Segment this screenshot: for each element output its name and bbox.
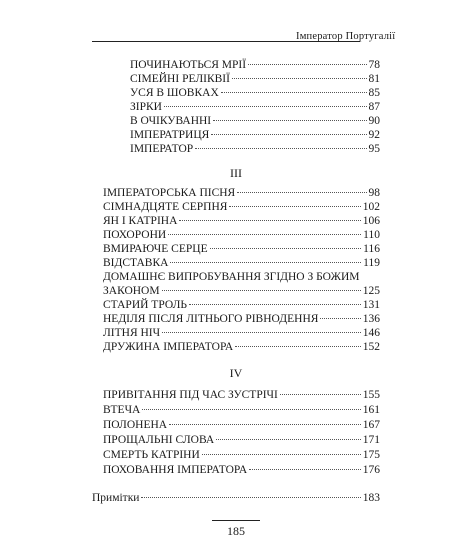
page-number: 106: [362, 215, 380, 227]
entry-title: СТАРИЙ ТРОЛЬ: [103, 299, 188, 311]
page-number: 116: [363, 243, 380, 255]
dot-leader: [162, 332, 361, 333]
toc-entry[interactable]: [103, 242, 380, 256]
entry-title: ІМПЕРАТОР: [130, 143, 194, 155]
dot-leader: [232, 78, 367, 79]
entry-title-line-two: ЗАКОНОМ: [103, 285, 160, 297]
toc-entry[interactable]: [103, 448, 380, 462]
page-number: 161: [362, 404, 380, 416]
toc-entry[interactable]: [103, 388, 380, 402]
dot-leader: [221, 92, 367, 93]
toc-entry[interactable]: [103, 340, 380, 354]
toc-entry[interactable]: [103, 403, 380, 417]
toc-entry[interactable]: [103, 214, 380, 228]
entry-title: ПОХОРОНИ: [103, 229, 167, 241]
entry-title: ВМИРАЮЧЕ СЕРЦЕ: [103, 243, 208, 255]
dot-leader: [141, 497, 360, 498]
page-number: 155: [362, 389, 380, 401]
dot-leader: [142, 409, 360, 410]
dot-leader: [164, 106, 367, 107]
page-folio: 185: [227, 524, 245, 538]
toc-entry[interactable]: [130, 142, 380, 156]
entry-title: ЗІРКИ: [130, 101, 162, 113]
dot-leader: [249, 469, 361, 470]
page-number: 167: [362, 419, 380, 431]
toc-entry[interactable]: [103, 326, 380, 340]
toc-entry[interactable]: [103, 284, 380, 298]
toc-entry[interactable]: [103, 228, 380, 242]
toc-entry[interactable]: [103, 312, 380, 326]
page-number: 81: [368, 73, 380, 85]
dot-leader: [195, 148, 366, 149]
dot-leader: [235, 346, 361, 347]
toc-entry[interactable]: [130, 72, 380, 86]
entry-title: ПОЧИНАЮТЬСЯ МРІЇ: [130, 59, 247, 71]
entry-title: ПРОЩАЛЬНІ СЛОВА: [103, 434, 215, 446]
page-number: 131: [362, 299, 380, 311]
toc-entry[interactable]: [130, 86, 380, 100]
entry-title: СІМЕЙНІ РЕЛІКВІЇ: [130, 73, 230, 85]
page-number: 92: [368, 129, 380, 141]
toc-entry[interactable]: [130, 100, 380, 114]
dot-leader: [162, 290, 361, 291]
footer-rule: [212, 520, 260, 521]
page-number: 119: [363, 257, 380, 269]
dot-leader: [248, 64, 366, 65]
dot-leader: [237, 192, 366, 193]
dot-leader: [229, 206, 360, 207]
toc-entry[interactable]: [103, 186, 380, 200]
entry-title: ДРУЖИНА ІМПЕРАТОРА: [103, 341, 234, 353]
entry-title: НЕДІЛЯ ПІСЛЯ ЛІТНЬОГО РІВНОДЕННЯ: [103, 313, 319, 325]
toc-entry[interactable]: [103, 433, 380, 447]
dot-leader: [179, 220, 360, 221]
page-number: 78: [368, 59, 380, 71]
toc-entry[interactable]: [130, 128, 380, 142]
toc-entry-notes[interactable]: [92, 491, 380, 505]
entry-title: В ОЧІКУВАННІ: [130, 115, 212, 127]
page-number: 152: [362, 341, 380, 353]
page-number: 176: [362, 464, 380, 476]
toc-entry[interactable]: [130, 58, 380, 72]
page-number: 87: [368, 101, 380, 113]
running-title: Імператор Португалії: [296, 31, 396, 42]
page-number: 136: [362, 313, 380, 325]
toc-entry[interactable]: [103, 256, 380, 270]
part-numeral-three: III: [230, 166, 242, 180]
page-number: 102: [362, 201, 380, 213]
dot-leader: [202, 454, 361, 455]
page-number: 125: [362, 285, 380, 297]
dot-leader: [210, 248, 362, 249]
dot-leader: [211, 134, 366, 135]
entry-title: ЯН І КАТРІНА: [103, 215, 178, 227]
entry-title: УСЯ В ШОВКАХ: [130, 87, 219, 99]
entry-title: Примітки: [92, 492, 140, 504]
entry-title: ІМПЕРАТРИЦЯ: [130, 129, 210, 141]
dot-leader: [169, 424, 361, 425]
page-number: 98: [368, 187, 380, 199]
page-number: 85: [368, 87, 380, 99]
page-number: 175: [362, 449, 380, 461]
dot-leader: [168, 234, 361, 235]
page-number: 90: [368, 115, 380, 127]
entry-title: ВІДСТАВКА: [103, 257, 169, 269]
dot-leader: [213, 120, 366, 121]
dot-leader: [189, 304, 361, 305]
dot-leader: [280, 394, 361, 395]
page-number: 146: [362, 327, 380, 339]
toc-entry[interactable]: [103, 298, 380, 312]
entry-title-line-one[interactable]: ДОМАШНЄ ВИПРОБУВАННЯ ЗГІДНО З БОЖИМ: [103, 271, 360, 283]
entry-title: ПРИВІТАННЯ ПІД ЧАС ЗУСТРІЧІ: [103, 389, 278, 401]
part-numeral-four: IV: [229, 366, 243, 380]
entry-title: ПОЛОНЕНА: [103, 419, 168, 431]
page-number: 183: [362, 492, 380, 504]
toc-entry[interactable]: [103, 418, 380, 432]
entry-title: ВТЕЧА: [103, 404, 141, 416]
entry-title: ЛІТНЯ НІЧ: [103, 327, 161, 339]
entry-title: ІМПЕРАТОРСЬКА ПІСНЯ: [103, 187, 236, 199]
page-number: 95: [368, 143, 380, 155]
dot-leader: [320, 318, 360, 319]
toc-entry[interactable]: [103, 200, 380, 214]
toc-entry[interactable]: [103, 463, 380, 477]
dot-leader: [170, 262, 361, 263]
dot-leader: [216, 439, 361, 440]
entry-title: ПОХОВАННЯ ІМПЕРАТОРА: [103, 464, 248, 476]
toc-entry[interactable]: [130, 114, 380, 128]
entry-title: СІМНАДЦЯТЕ СЕРПНЯ: [103, 201, 228, 213]
page-number: 110: [363, 229, 380, 241]
entry-title: СМЕРТЬ КАТРІНИ: [103, 449, 200, 461]
page-number: 171: [362, 434, 380, 446]
